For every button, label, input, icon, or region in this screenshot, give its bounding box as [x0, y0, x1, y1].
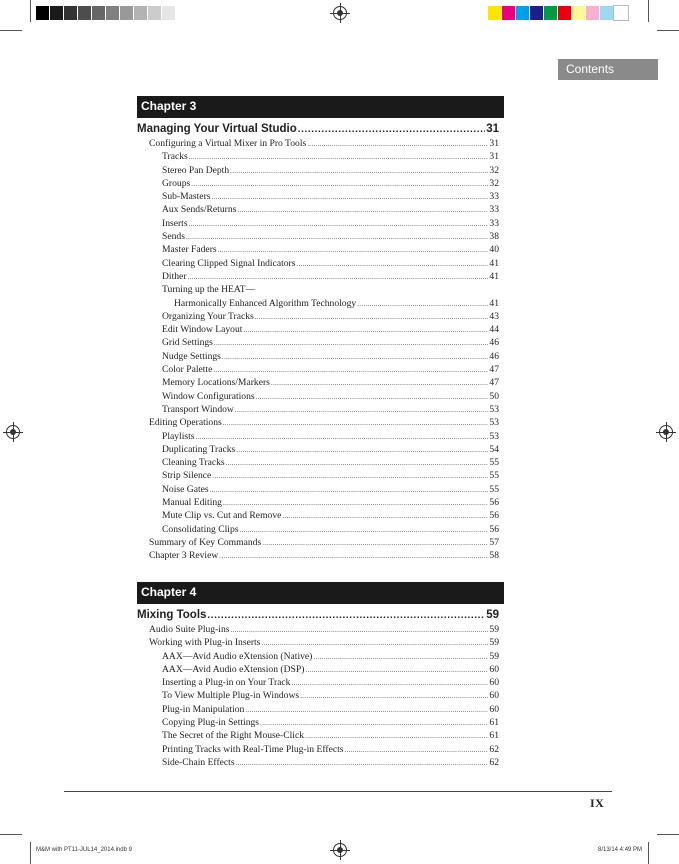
contents-tab: Contents [558, 59, 658, 80]
toc-entry-title: Inserting a Plug-in on Your Track [162, 677, 291, 689]
toc-page-number: 47 [489, 377, 499, 389]
toc-entry-title: Side-Chain Effects [162, 756, 235, 768]
toc-page-number: 33 [489, 204, 499, 216]
toc-page-number: 60 [489, 703, 499, 715]
toc-page-number: 62 [489, 756, 499, 768]
process-color-bar [488, 6, 628, 20]
crop-mark [0, 834, 22, 835]
toc-entry [137, 689, 499, 702]
dot-leader [256, 391, 489, 404]
file-slug: M&M with PT11-JUL14_2014.indb 9 [36, 847, 132, 853]
toc-page-number: 60 [489, 690, 499, 702]
toc-entry [137, 283, 499, 296]
toc-entry-title: Mute Clip vs. Cut and Remove [162, 510, 282, 522]
color-swatch [36, 6, 50, 20]
dot-leader [255, 311, 489, 324]
dot-leader [196, 431, 489, 444]
chapter-heading: Chapter 4 [137, 582, 504, 602]
chapter-rule [137, 602, 504, 604]
color-swatch [586, 6, 600, 20]
toc-page-number: 31 [486, 123, 499, 135]
toc-entry-title: Printing Tracks with Real-Time Plug-in Effects [162, 743, 344, 755]
dot-leader [191, 178, 488, 191]
dot-leader [245, 704, 488, 717]
toc-page-number: 61 [489, 717, 499, 729]
toc-page-number: 56 [489, 510, 499, 522]
toc-entry-title: Grid Settings [162, 337, 213, 349]
chapter-rule [137, 116, 504, 118]
date-slug: 8/13/14 4:49 PM [598, 847, 643, 853]
toc-entry-title: Nudge Settings [162, 350, 221, 362]
dot-leader [218, 244, 489, 257]
dot-leader [188, 271, 489, 284]
toc-entry-title: Strip Silence [162, 470, 212, 482]
dot-leader [300, 690, 488, 703]
toc-page-number: 33 [489, 217, 499, 229]
toc-entry [137, 190, 499, 203]
toc-page-number: 57 [489, 536, 499, 548]
toc-entry [137, 363, 499, 376]
toc-entry-title: Stereo Pan Depth [162, 164, 230, 176]
toc-entry [137, 663, 499, 676]
dot-leader [236, 444, 488, 457]
toc-entry [137, 336, 499, 349]
dot-leader [213, 364, 488, 377]
toc-entry-title: Harmonically Enhanced Algorithm Technology [174, 297, 357, 309]
toc-entry-title: Summary of Key Commands [149, 536, 262, 548]
dot-leader [207, 608, 485, 624]
toc-entry-title: Groups [162, 177, 191, 189]
toc-entry-title: Configuring a Virtual Mixer in Pro Tools [149, 138, 307, 149]
toc-list [137, 121, 499, 563]
toc-page-number: 43 [489, 310, 499, 322]
dot-leader [212, 470, 488, 483]
toc-entry [137, 469, 499, 482]
toc-page-number: 59 [489, 637, 499, 649]
dot-leader [236, 757, 489, 770]
dot-leader [222, 351, 489, 364]
color-swatch [530, 6, 544, 20]
toc-entry-title: Organizing Your Tracks [162, 310, 254, 322]
color-swatch [64, 6, 78, 20]
toc-entry [137, 430, 499, 443]
toc-page-number: 53 [489, 417, 499, 429]
dot-leader [237, 204, 488, 217]
crop-mark [648, 0, 649, 22]
toc-page-number: 32 [489, 177, 499, 189]
toc-page-number: 46 [489, 350, 499, 362]
toc-entry-title: Edit Window Layout [162, 324, 243, 336]
footer-rule [64, 791, 612, 792]
toc-entry [137, 297, 499, 310]
crop-mark [648, 842, 649, 864]
toc-entry-title: Mixing Tools [137, 609, 207, 621]
toc-entry-title: Sends [162, 231, 185, 243]
toc-page-number: 60 [489, 677, 499, 689]
toc-entry [137, 729, 499, 742]
toc-entry [137, 150, 499, 163]
dot-leader [307, 138, 488, 151]
toc-entry-title: Window Configurations [162, 390, 255, 402]
toc-entry [137, 650, 499, 663]
toc-entry-title: Turning up the HEAT— [162, 284, 256, 296]
toc-entry-title: AAX—Avid Audio eXtension (DSP) [162, 663, 305, 675]
toc-page-number: 59 [489, 650, 499, 662]
color-swatch [502, 6, 516, 20]
toc-chapter-title [137, 607, 499, 623]
toc-entry [137, 230, 499, 243]
toc-page-number: 55 [489, 483, 499, 495]
toc-entry-title: Audio Suite Plug-ins [149, 624, 230, 635]
dot-leader [282, 510, 488, 523]
color-swatch [600, 6, 614, 20]
dot-leader [305, 730, 488, 743]
toc-entry-title: Aux Sends/Returns [162, 204, 237, 216]
crop-mark [657, 30, 679, 31]
toc-entry [137, 270, 499, 283]
toc-entry-title: Inserts [162, 217, 188, 229]
toc-entry [137, 177, 499, 190]
toc-page-number: 61 [489, 730, 499, 742]
grayscale-color-bar [36, 6, 176, 20]
toc-entry [137, 390, 499, 403]
dot-leader [223, 497, 488, 510]
toc-entry-title: Managing Your Virtual Studio [137, 123, 297, 135]
dot-leader [260, 717, 488, 730]
dot-leader [297, 258, 489, 271]
dot-leader [210, 484, 489, 497]
toc-entry [137, 756, 499, 769]
toc-page-number: 33 [489, 191, 499, 203]
toc-entry-title: Dither [162, 270, 187, 282]
color-swatch [572, 6, 586, 20]
toc-entry [137, 509, 499, 522]
dot-leader [219, 550, 488, 563]
toc-entry-title: Copying Plug-in Settings [162, 717, 260, 729]
toc-entry-title: Chapter 3 Review [149, 550, 219, 562]
dot-leader [271, 377, 489, 390]
toc-entry [137, 257, 499, 270]
toc-page-number: 53 [489, 403, 499, 415]
toc-page-number: 38 [489, 231, 499, 243]
toc-entry [137, 310, 499, 323]
toc-page-number: 50 [489, 390, 499, 402]
toc-page-number: 58 [489, 550, 499, 562]
toc-page-number: 41 [489, 297, 499, 309]
color-swatch [50, 6, 64, 20]
color-swatch [120, 6, 134, 20]
toc-entry [137, 676, 499, 689]
registration-mark-icon [333, 843, 347, 857]
dot-leader [357, 298, 488, 311]
color-swatch [134, 6, 148, 20]
chapter-heading: Chapter 3 [137, 96, 504, 116]
toc-page-number: 46 [489, 337, 499, 349]
toc-page-number: 41 [489, 257, 499, 269]
color-swatch [78, 6, 92, 20]
page-number: IX [590, 796, 605, 810]
toc-entry [137, 403, 499, 416]
toc-page-number: 54 [489, 443, 499, 455]
color-swatch [162, 6, 176, 20]
registration-mark-icon [6, 425, 20, 439]
dot-leader [344, 744, 488, 757]
dot-leader [223, 417, 489, 430]
toc-page-number: 59 [486, 609, 499, 621]
dot-leader [214, 337, 489, 350]
dot-leader [261, 637, 488, 650]
toc-entry-title: The Secret of the Right Mouse-Click [162, 730, 305, 742]
dot-leader [305, 664, 488, 677]
dot-leader [240, 524, 489, 537]
toc-entry [137, 164, 499, 177]
toc-page-number: 62 [489, 743, 499, 755]
toc-entry [137, 716, 499, 729]
toc-page-number: 41 [489, 270, 499, 282]
toc-entry-title: Playlists [162, 430, 195, 442]
color-swatch [92, 6, 106, 20]
color-swatch [488, 6, 502, 20]
dot-leader [212, 191, 489, 204]
dot-leader [313, 651, 488, 664]
toc-page-number: 44 [489, 324, 499, 336]
toc-entry-title: Clearing Clipped Signal Indicators [162, 257, 296, 269]
toc-entry [137, 416, 499, 429]
crop-mark [30, 0, 31, 22]
toc-page-number: 31 [489, 151, 499, 163]
dot-leader [291, 677, 488, 690]
toc-entry-title: Duplicating Tracks [162, 443, 236, 455]
toc-page-number: 59 [489, 624, 499, 635]
dot-leader [243, 324, 488, 337]
toc-entry-title: Memory Locations/Markers [162, 377, 270, 389]
toc-page-number: 53 [489, 430, 499, 442]
toc-entry [137, 523, 499, 536]
dot-leader [189, 218, 489, 231]
toc-entry-title: Color Palette [162, 364, 213, 376]
toc-entry [137, 703, 499, 716]
toc-entry-title: Tracks [162, 151, 188, 163]
toc-page-number: 32 [489, 164, 499, 176]
dot-leader [262, 537, 488, 550]
color-swatch [148, 6, 162, 20]
toc-entry-title: Consolidating Clips [162, 523, 239, 535]
toc-entry [137, 623, 499, 636]
registration-mark-icon [659, 425, 673, 439]
dot-leader [189, 151, 489, 164]
toc-entry [137, 137, 499, 150]
toc-entry [137, 376, 499, 389]
crop-mark [30, 842, 31, 864]
color-swatch [106, 6, 120, 20]
crop-mark [657, 834, 679, 835]
toc-page-number: 56 [489, 523, 499, 535]
dot-leader [231, 624, 489, 637]
toc-page-number: 55 [489, 470, 499, 482]
toc-page-number: 55 [489, 457, 499, 469]
toc-entry-title: Manual Editing [162, 497, 222, 509]
dot-leader [226, 457, 489, 470]
color-swatch [544, 6, 558, 20]
toc-entry-title: AAX—Avid Audio eXtension (Native) [162, 650, 313, 662]
toc-entry [137, 456, 499, 469]
toc-entry [137, 443, 499, 456]
color-swatch [558, 6, 572, 20]
toc-list [137, 607, 499, 769]
toc-page-number: 56 [489, 497, 499, 509]
toc-entry [137, 323, 499, 336]
toc-entry [137, 496, 499, 509]
toc-entry-title: To View Multiple Plug-in Windows [162, 690, 300, 702]
toc-entry [137, 350, 499, 363]
toc-chapter-title [137, 121, 499, 137]
toc-entry-title: Cleaning Tracks [162, 457, 225, 469]
toc-entry [137, 549, 499, 562]
toc-entry-title: Noise Gates [162, 483, 209, 495]
toc-entry-title: Editing Operations [149, 417, 222, 429]
toc-entry-title: Master Faders [162, 244, 217, 256]
toc-entry [137, 743, 499, 756]
dot-leader [186, 231, 488, 244]
toc-entry [137, 217, 499, 230]
toc-page-number: 31 [489, 138, 499, 149]
toc-entry-title: Transport Window [162, 403, 234, 415]
dot-leader [235, 404, 489, 417]
toc-entry-title: Plug-in Manipulation [162, 703, 245, 715]
toc-entry [137, 636, 499, 649]
color-swatch [614, 6, 628, 20]
toc-page-number: 47 [489, 364, 499, 376]
toc-entry-title: Working with Plug-in Inserts [149, 637, 261, 649]
dot-leader [230, 165, 488, 178]
crop-mark [0, 30, 22, 31]
toc-entry [137, 536, 499, 549]
toc-page-number: 40 [489, 244, 499, 256]
color-swatch [516, 6, 530, 20]
toc-entry [137, 243, 499, 256]
dot-leader [298, 122, 485, 138]
toc-entry [137, 483, 499, 496]
toc-entry [137, 203, 499, 216]
registration-mark-icon [333, 6, 347, 20]
toc-entry-title: Sub-Masters [162, 191, 211, 203]
toc-page-number: 60 [489, 663, 499, 675]
